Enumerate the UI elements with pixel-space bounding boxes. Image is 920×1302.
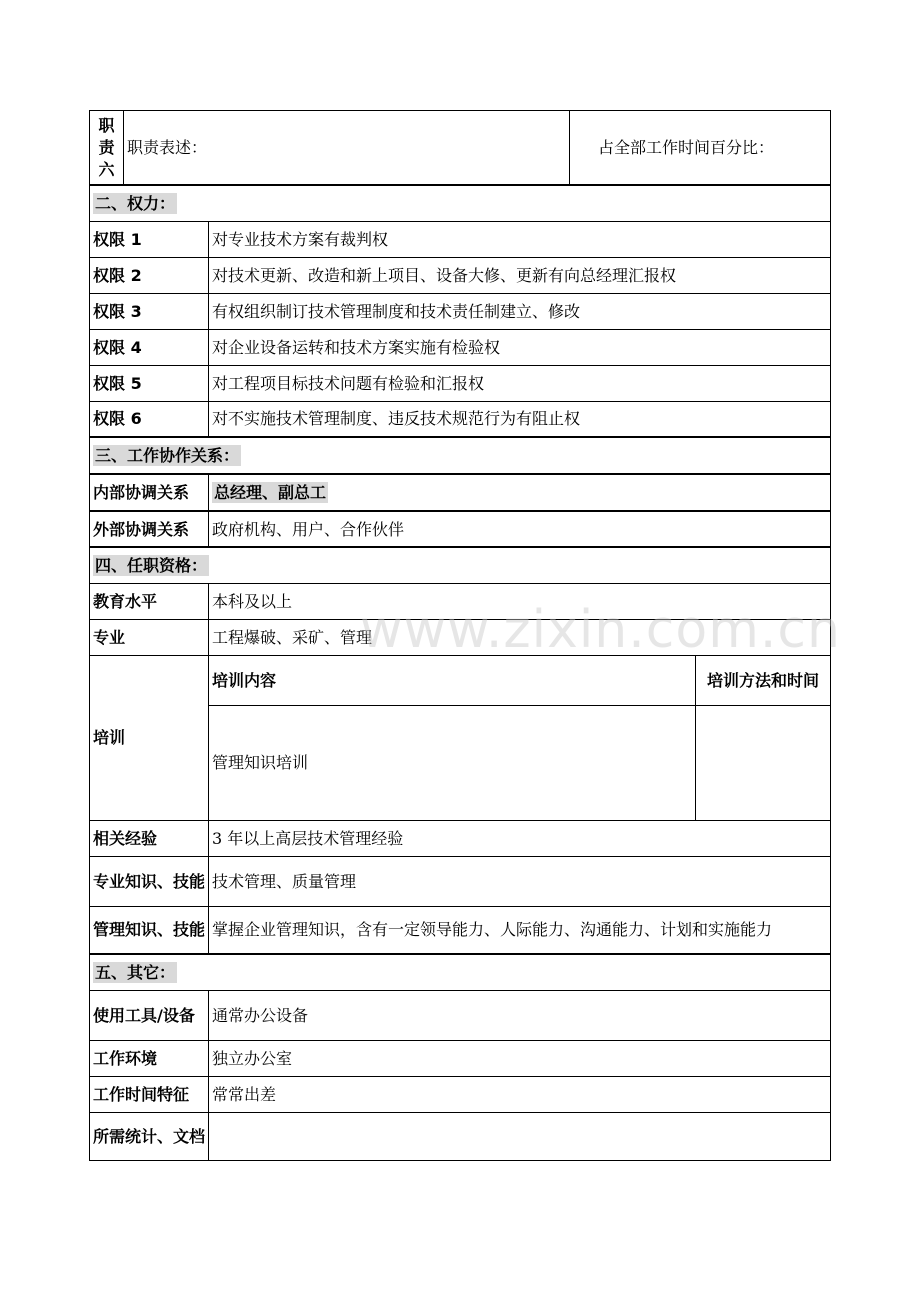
external-relations-row [90, 511, 831, 547]
section-other-row [90, 954, 831, 990]
duty-six-label [90, 111, 124, 185]
internal-relations-label: 内部协调关系 [90, 474, 209, 511]
training-content: 管理知识培训 [209, 705, 696, 820]
external-relations-label: 外部协调关系 [90, 511, 209, 547]
experience-value: 3 年以上高层技术管理经验 [209, 820, 831, 856]
section-qualification-title: 四、任职资格： [95, 555, 208, 575]
power-row-5 [90, 365, 831, 401]
work-time-row [90, 1076, 831, 1112]
environment-label: 工作环境 [90, 1040, 209, 1076]
education-value: 本科及以上 [209, 583, 831, 619]
power-text: 对企业设备运转和技术方案实施有检验权 [209, 329, 831, 365]
training-label: 培训 [90, 655, 209, 820]
power-text: 对工程项目标技术问题有检验和汇报权 [209, 365, 831, 401]
tools-row [90, 990, 831, 1040]
job-description-sheet [89, 110, 830, 1161]
training-content-header: 培训内容 [209, 655, 696, 705]
duty-six-char-1: 职 [98, 115, 115, 135]
docs-value [209, 1112, 831, 1160]
power-label: 权限 4 [90, 329, 209, 365]
power-label: 权限 2 [90, 257, 209, 293]
power-row-3 [90, 293, 831, 329]
training-method-header: 培训方法和时间 [696, 655, 831, 705]
power-label: 权限 5 [90, 365, 209, 401]
external-relations-value: 政府机构、用户、合作伙伴 [209, 511, 831, 547]
power-row-1 [90, 221, 831, 257]
power-text: 对不实施技术管理制度、违反技术规范行为有阻止权 [209, 401, 831, 437]
duty-six-row [90, 111, 831, 185]
tools-value: 通常办公设备 [209, 990, 831, 1040]
duty-six-char-3: 六 [98, 159, 115, 179]
pro-skill-label: 专业知识、技能 [90, 856, 209, 906]
duty-description-cell: 职责表述： [124, 111, 570, 185]
power-text: 对技术更新、改造和新上项目、设备大修、更新有向总经理汇报权 [209, 257, 831, 293]
work-time-value: 常常出差 [209, 1076, 831, 1112]
power-label: 权限 3 [90, 293, 209, 329]
work-time-label: 工作时间特征 [90, 1076, 209, 1112]
mgmt-skill-row [90, 906, 831, 954]
section-other-title: 五、其它： [95, 962, 176, 982]
environment-row [90, 1040, 831, 1076]
section-power-title: 二、权力： [95, 193, 176, 213]
pro-skill-row [90, 856, 831, 906]
docs-row [90, 1112, 831, 1160]
duty-six-char-2: 责 [98, 137, 115, 157]
watermark-text: www.zixin.com.cn [360, 600, 841, 660]
mgmt-skill-label: 管理知识、技能 [90, 906, 209, 954]
power-row-4 [90, 329, 831, 365]
mgmt-skill-value: 掌握企业管理知识，含有一定领导能力、人际能力、沟通能力、计划和实施能力 [209, 906, 831, 954]
internal-relations-value: 总经理、副总工 [214, 483, 327, 502]
power-label: 权限 1 [90, 221, 209, 257]
experience-row [90, 820, 831, 856]
work-time-percentage-cell: 占全部工作时间百分比： [570, 111, 831, 185]
education-row [90, 583, 831, 619]
training-method [696, 705, 831, 820]
duty-six-table [89, 110, 831, 185]
tools-label: 使用工具/设备 [90, 990, 209, 1040]
training-header-row [90, 655, 831, 705]
education-label: 教育水平 [90, 583, 209, 619]
power-text: 对专业技术方案有裁判权 [209, 221, 831, 257]
section-power-row [90, 185, 831, 221]
internal-relations-row [90, 474, 831, 511]
section-relations-title: 三、工作协作关系： [95, 446, 240, 465]
main-table [89, 184, 831, 1161]
docs-label: 所需统计、文档 [90, 1112, 209, 1160]
section-relations-row [90, 437, 831, 474]
power-row-6 [90, 401, 831, 437]
major-value: 工程爆破、采矿、管理 [209, 619, 831, 655]
power-row-2 [90, 257, 831, 293]
major-label: 专业 [90, 619, 209, 655]
environment-value: 独立办公室 [209, 1040, 831, 1076]
major-row [90, 619, 831, 655]
power-label: 权限 6 [90, 401, 209, 437]
pro-skill-value: 技术管理、质量管理 [209, 856, 831, 906]
section-qualification-row [90, 547, 831, 583]
experience-label: 相关经验 [90, 820, 209, 856]
power-text: 有权组织制订技术管理制度和技术责任制建立、修改 [209, 293, 831, 329]
